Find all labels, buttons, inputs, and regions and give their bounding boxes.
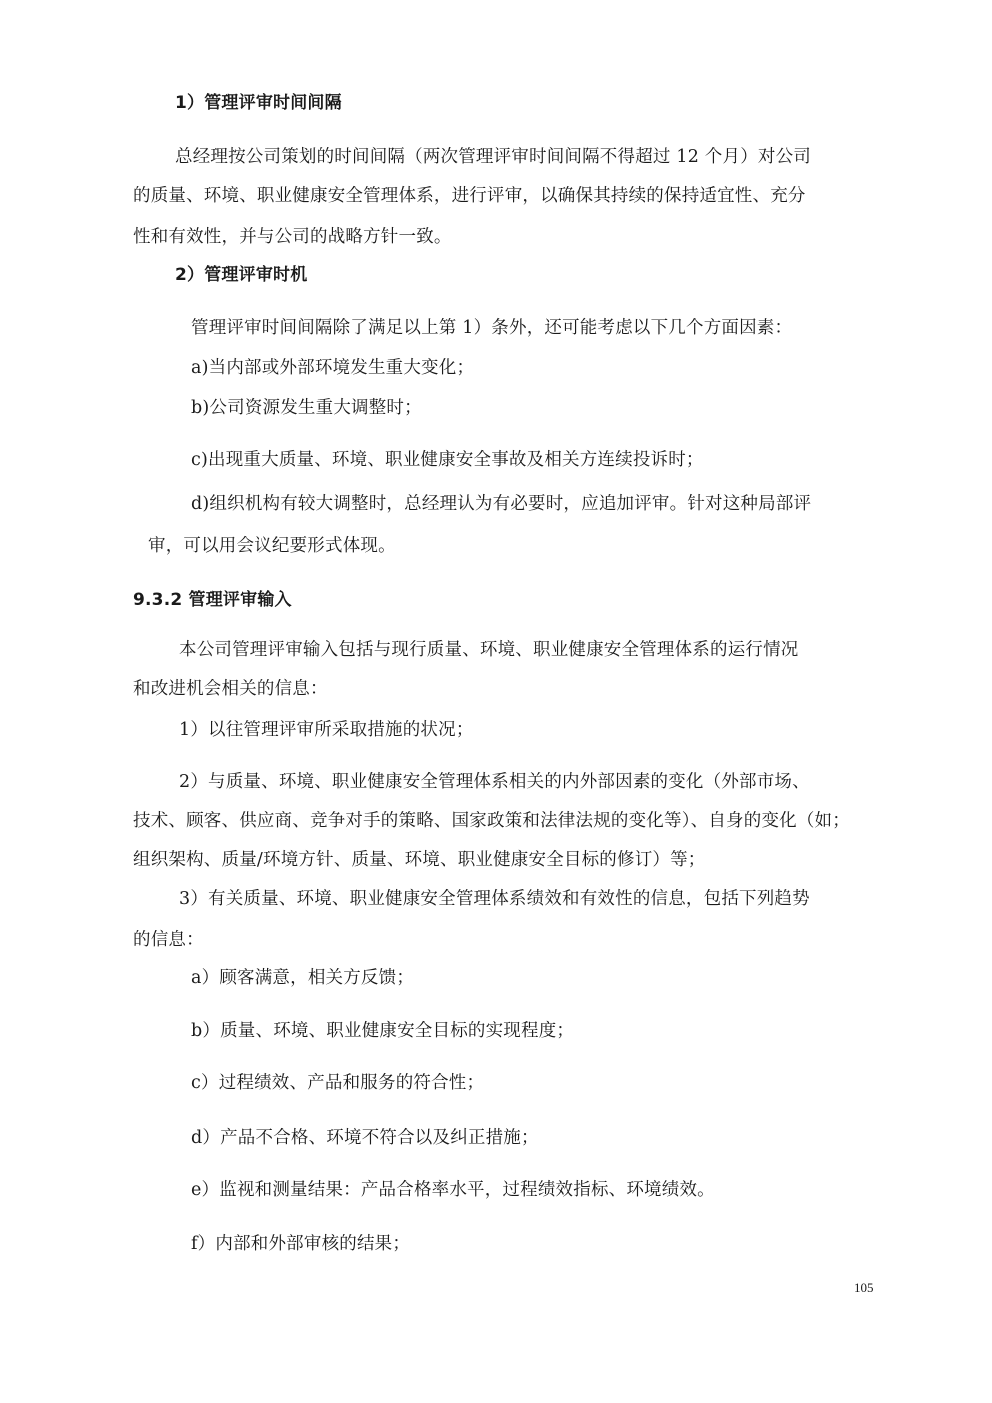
- input-item-2-line-3: 组织架构、质量/环境方针、质量、环境、职业健康安全目标的修订）等；: [133, 850, 706, 870]
- paragraph-input-line-1: 本公司管理评审输入包括与现行质量、环境、职业健康安全管理体系的运行情况: [179, 640, 799, 660]
- paragraph-interval-line-1: 总经理按公司策划的时间间隔（两次管理评审时间间隔不得超过 12 个月）对公司: [175, 147, 811, 167]
- paragraph-timing: 管理评审时间间隔除了满足以上第 1）条外，还可能考虑以下几个方面因素：: [191, 318, 793, 338]
- trend-item-a: a）顾客满意，相关方反馈；: [191, 968, 415, 988]
- timing-item-d-line-2: 审，可以用会议纪要形式体现。: [148, 536, 396, 556]
- input-item-3-line-1: 3）有关质量、环境、职业健康安全管理体系绩效和有效性的信息，包括下列趋势: [179, 889, 810, 909]
- timing-item-c: c)出现重大质量、环境、职业健康安全事故及相关方连续投诉时；: [191, 450, 704, 470]
- trend-item-f: f）内部和外部审核的结果；: [191, 1234, 411, 1254]
- input-item-1: 1）以往管理评审所采取措施的状况；: [179, 720, 474, 740]
- timing-item-a: a)当内部或外部环境发生重大变化；: [191, 358, 475, 378]
- input-item-3-line-2: 的信息：: [133, 930, 204, 950]
- heading-review-timing: 2）管理评审时机: [175, 265, 308, 285]
- input-item-2-line-1: 2）与质量、环境、职业健康安全管理体系相关的内外部因素的变化（外部市场、: [179, 772, 810, 792]
- paragraph-interval-line-2: 的质量、环境、职业健康安全管理体系，进行评审，以确保其持续的保持适宜性、充分: [133, 186, 806, 206]
- trend-item-d: d）产品不合格、环境不符合以及纠正措施；: [191, 1128, 539, 1148]
- input-item-2-line-2: 技术、顾客、供应商、竞争对手的策略、国家政策和法律法规的变化等）、自身的变化（如；: [133, 811, 850, 831]
- section-title: 9.3.2 管理评审输入: [133, 590, 292, 610]
- timing-item-d-line-1: d)组织机构有较大调整时，总经理认为有必要时，应追加评审。针对这种局部评: [191, 494, 812, 514]
- paragraph-input-line-2: 和改进机会相关的信息：: [133, 679, 328, 699]
- heading-review-interval: 1）管理评审时间间隔: [175, 93, 342, 113]
- page-number: 105: [854, 1280, 874, 1295]
- paragraph-interval-line-3: 性和有效性，并与公司的战略方针一致。: [133, 227, 452, 247]
- trend-item-b: b）质量、环境、职业健康安全目标的实现程度；: [191, 1021, 575, 1041]
- trend-item-c: c）过程绩效、产品和服务的符合性；: [191, 1073, 485, 1093]
- trend-item-e: e）监视和测量结果：产品合格率水平，过程绩效指标、环境绩效。: [191, 1180, 715, 1200]
- timing-item-b: b)公司资源发生重大调整时；: [191, 398, 422, 418]
